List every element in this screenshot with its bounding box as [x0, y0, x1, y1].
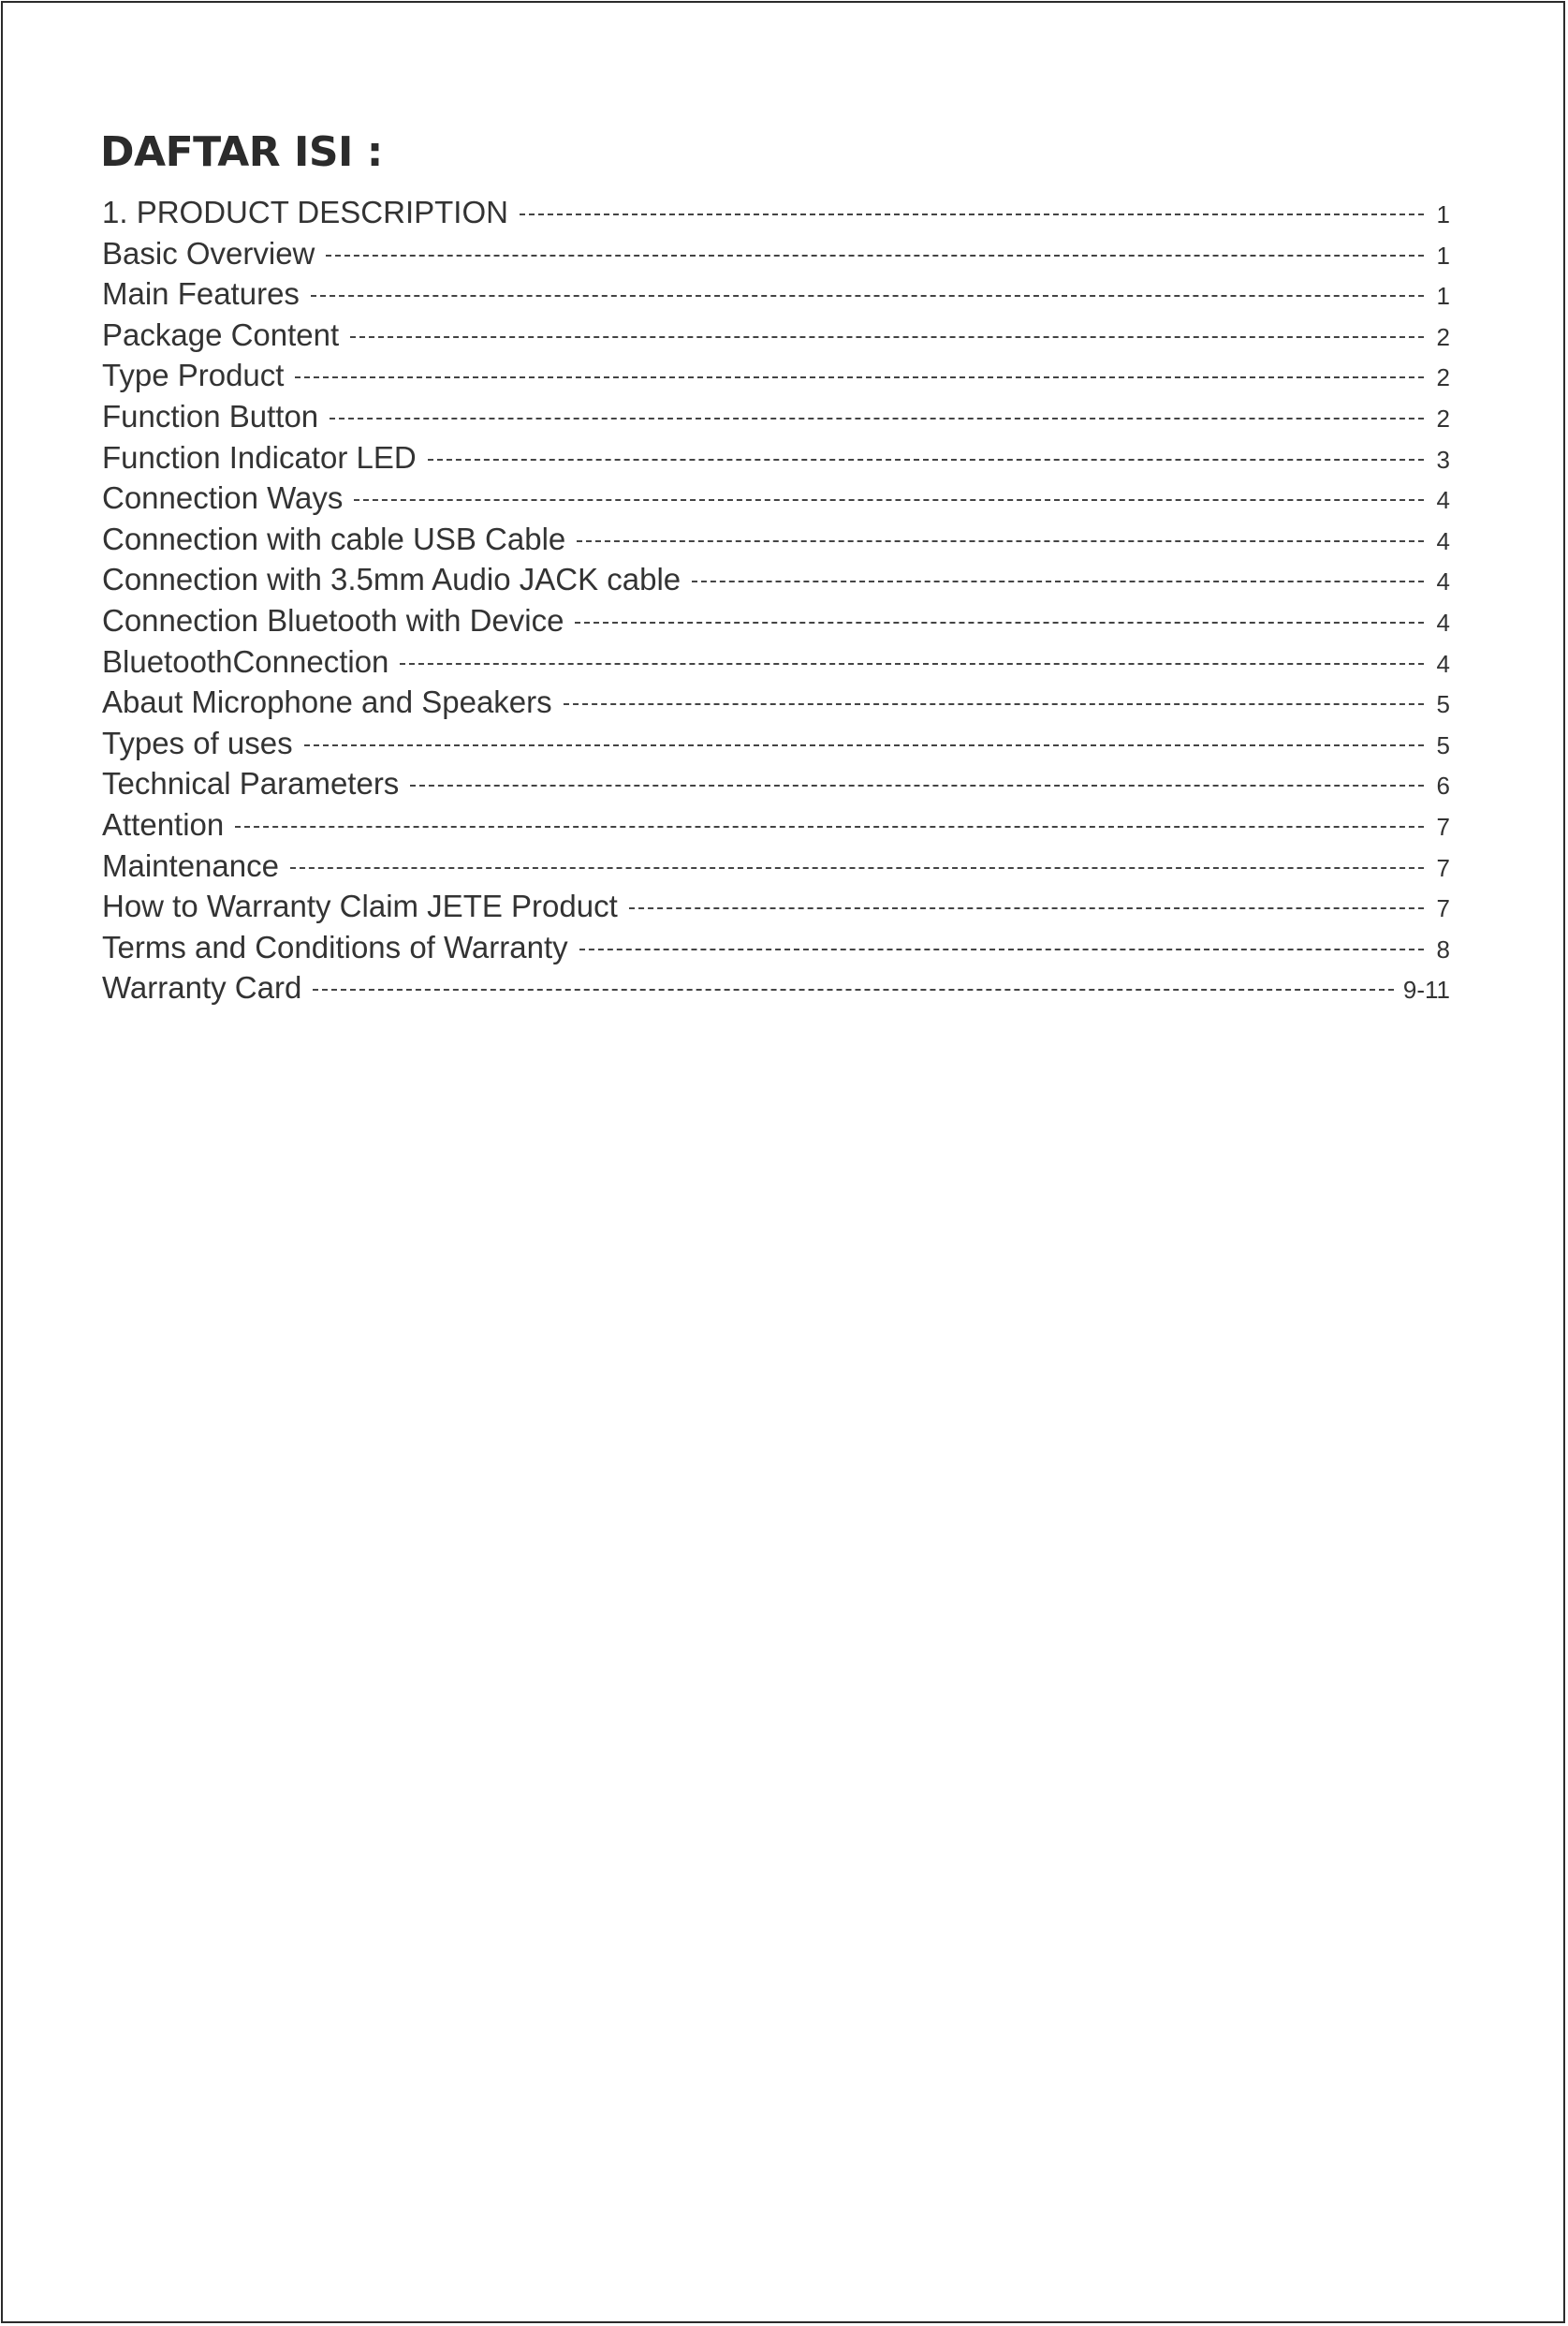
document-page — [1, 1, 1565, 2323]
toc-dot-leader — [290, 867, 1424, 869]
toc-entry-label: 1. PRODUCT DESCRIPTION — [102, 195, 508, 229]
toc-dot-leader — [579, 949, 1424, 950]
toc-entry-page-number: 7 — [1436, 812, 1450, 841]
toc-dot-leader — [330, 418, 1424, 420]
toc-entry-label: Warranty Card — [102, 970, 302, 1006]
toc-entry-page-number: 5 — [1436, 730, 1450, 759]
toc-entry-label: Function Button — [102, 398, 319, 434]
toc-dot-leader — [575, 622, 1424, 624]
toc-entry-label: Connection with 3.5mm Audio JACK cable — [102, 562, 681, 597]
toc-entry-page-number: 8 — [1436, 935, 1450, 964]
toc-entry-label: Connection with cable USB Cable — [102, 521, 566, 556]
toc-entry — [102, 889, 1450, 930]
toc-entry-label: Package Content — [102, 317, 340, 352]
toc-entry — [102, 603, 1450, 644]
toc-entry — [102, 358, 1450, 399]
toc-dot-leader — [304, 744, 1424, 746]
toc-entry — [102, 399, 1450, 440]
toc-entry-page-number: 9-11 — [1402, 976, 1450, 1005]
toc-entry-page-number: 4 — [1436, 526, 1450, 555]
toc-title: DAFTAR ISI : — [100, 128, 383, 176]
toc-dot-leader — [577, 540, 1424, 542]
toc-entry-page-number: 1 — [1436, 200, 1450, 228]
toc-entry-label: Technical Parameters — [102, 766, 400, 802]
toc-dot-leader — [235, 826, 1424, 828]
toc-entry — [102, 807, 1450, 848]
toc-entry-label: Maintenance — [102, 847, 279, 883]
toc-entry — [102, 930, 1450, 971]
toc-entry — [102, 685, 1450, 726]
toc-entry-page-number: 4 — [1436, 649, 1450, 678]
toc-entry — [102, 195, 1450, 236]
toc-entry-page-number: 6 — [1436, 772, 1450, 801]
toc-entry-label: Function Indicator LED — [102, 439, 417, 475]
toc-entry — [102, 276, 1450, 317]
toc-entry — [102, 970, 1450, 1011]
toc-entry — [102, 562, 1450, 603]
toc-dot-leader — [354, 499, 1424, 501]
toc-entry-label: Attention — [102, 806, 225, 842]
toc-entry-page-number: 7 — [1436, 894, 1450, 923]
toc-entry-label: Connection Bluetooth with Device — [102, 602, 564, 638]
toc-list — [102, 195, 1450, 1011]
toc-entry-page-number: 3 — [1436, 445, 1450, 474]
toc-entry-page-number: 4 — [1436, 567, 1450, 596]
toc-dot-leader — [428, 459, 1424, 461]
toc-entry — [102, 848, 1450, 890]
toc-entry-page-number: 2 — [1436, 322, 1450, 351]
toc-dot-leader — [692, 581, 1424, 582]
toc-entry-page-number: 2 — [1436, 363, 1450, 392]
toc-entry — [102, 766, 1450, 807]
toc-entry — [102, 644, 1450, 685]
toc-entry-label: Terms and Conditions of Warranty — [102, 929, 568, 964]
toc-entry-page-number: 4 — [1436, 486, 1450, 515]
toc-entry — [102, 317, 1450, 359]
toc-entry-label: How to Warranty Claim JETE Product — [102, 889, 618, 924]
toc-entry — [102, 236, 1450, 277]
toc-dot-leader — [350, 336, 1424, 338]
toc-dot-leader — [520, 213, 1424, 215]
toc-dot-leader — [326, 255, 1424, 257]
toc-dot-leader — [295, 376, 1424, 378]
toc-entry-label: Connection Ways — [102, 480, 344, 516]
toc-dot-leader — [311, 295, 1424, 297]
toc-entry-label: Types of uses — [102, 725, 293, 760]
toc-entry-label: Abaut Microphone and Speakers — [102, 685, 552, 720]
toc-dot-leader — [629, 907, 1424, 909]
toc-entry — [102, 480, 1450, 522]
toc-entry-page-number: 1 — [1436, 241, 1450, 270]
toc-dot-leader — [313, 989, 1394, 991]
toc-entry-label: Type Product — [102, 358, 285, 393]
toc-dot-leader — [564, 703, 1424, 705]
toc-entry-page-number: 5 — [1436, 690, 1450, 719]
toc-dot-leader — [410, 785, 1424, 787]
toc-entry-label: BluetoothConnection — [102, 643, 389, 679]
toc-entry-label: Basic Overview — [102, 235, 315, 271]
toc-entry-page-number: 1 — [1436, 282, 1450, 311]
toc-dot-leader — [400, 663, 1424, 665]
toc-entry-page-number: 4 — [1436, 608, 1450, 637]
toc-entry — [102, 726, 1450, 767]
toc-entry-page-number: 2 — [1436, 404, 1450, 433]
toc-entry-label: Main Features — [102, 276, 300, 312]
toc-entry — [102, 522, 1450, 563]
toc-entry-page-number: 7 — [1436, 853, 1450, 882]
toc-entry — [102, 440, 1450, 481]
